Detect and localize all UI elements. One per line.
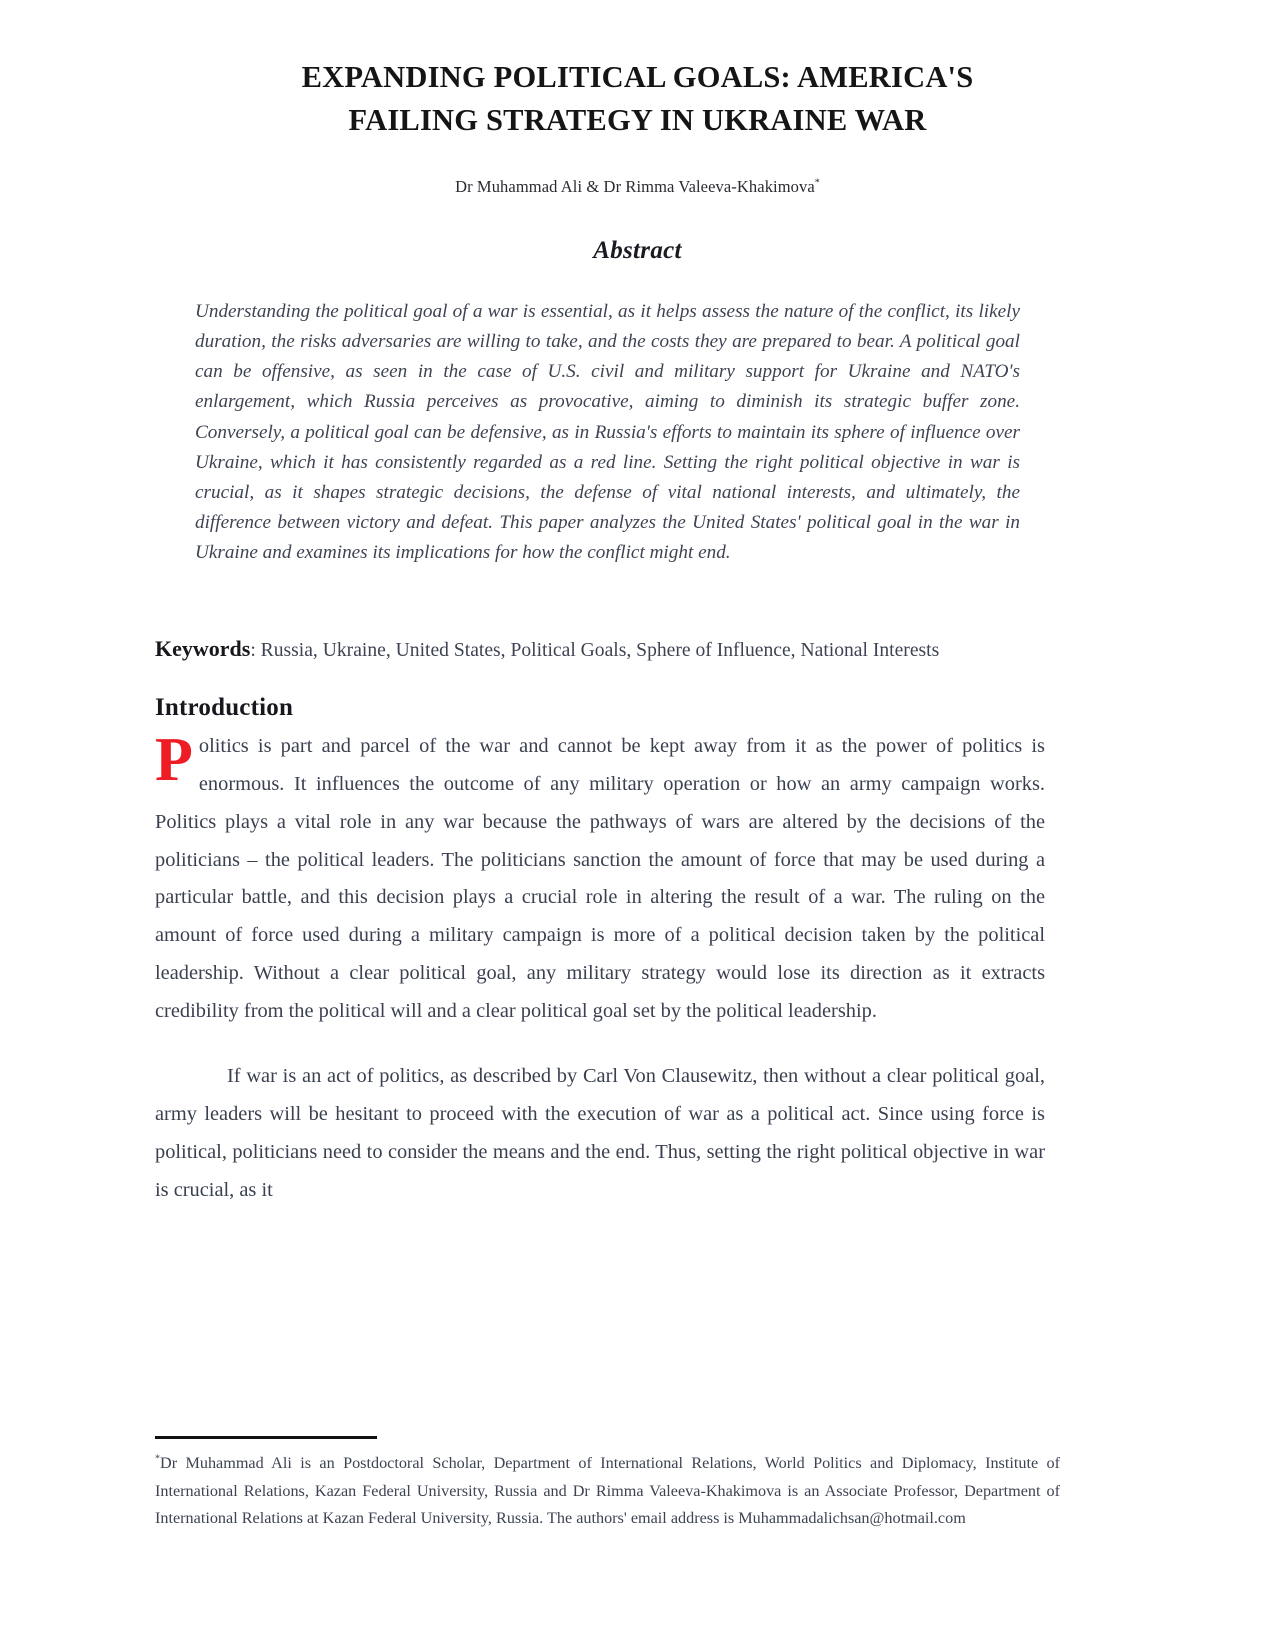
section-heading-introduction: Introduction bbox=[155, 694, 294, 722]
title-line-1: EXPANDING POLITICAL GOALS: AMERICA'S bbox=[301, 60, 974, 94]
footnote-zone bbox=[155, 1436, 1060, 1532]
intro-paragraph-1: Politics is part and parcel of the war and cannot be kept away from it as the power of politics is enormous. It influences the outcome of any military operation or how an army campaign works. Politics plays a vital role in any war because the pathways of wars are altered by the decisions of the politicians – the political leaders. The politicians sanction the amount of force that may be used during a particular battle, and this decision plays a crucial role in altering the result of a war. The ruling on the amount of force used during a military campaign is more of a political decision taken by the political leadership. Without a clear political goal, any military strategy would lose its direction as it extracts credibility from the political will and a clear political goal set by the political leadership. bbox=[155, 726, 1045, 1022]
author-footnote-marker: * bbox=[814, 177, 820, 189]
body-column bbox=[155, 728, 1045, 1209]
abstract-heading: Abstract bbox=[593, 236, 682, 264]
keywords-separator: : bbox=[250, 639, 261, 661]
intro-paragraph-2: If war is an act of politics, as described by Carl Von Clausewitz, then without a clear political goal, army leaders will be hesitant to proceed with the execution of war as a political act. Since using force is political, politicians need to consider the means and the end. Thus, setting the right political objective in war is crucial, as it bbox=[155, 1065, 1045, 1201]
author-line bbox=[0, 177, 1275, 197]
footnote-separator-rule bbox=[155, 1436, 377, 1439]
page-title bbox=[150, 56, 1125, 143]
abstract-text: Understanding the political goal of a war is essential, as it helps assess the nature of the conflict, its likely duration, the risks adversaries are willing to take, and the costs they are prepared to bear. A political goal can be offensive, as seen in the case of U.S. civil and military support for Ukraine and NATO's enlargement, which Russia perceives as provocative, aiming to diminish its strategic buffer zone. Conversely, a political goal can be defensive, as in Russia's efforts to maintain its sphere of influence over Ukraine, which it has consistently regarded as a red line. Setting the right political objective in war is crucial, as it shapes strategic decisions, the defense of vital national interests, and ultimately, the difference between victory and defeat. This paper analyzes the United States' political goal in the war in Ukraine and examines its implications for how the conflict might end. bbox=[195, 300, 1020, 564]
keywords-line bbox=[155, 631, 1045, 667]
footnote-body: Dr Muhammad Ali is an Postdoctoral Scholar, Department of International Relations, World Politics and Diplomacy, Institute of International Relations, Kazan Federal University, Russia and Dr Rimma Valeeva-Khakimova is an Associate Professor, Department of International Relations at Kazan Federal University, Russia. The authors' email address is Muhammadalichsan@hotmail.com bbox=[155, 1454, 1060, 1527]
title-line-2: FAILING STRATEGY IN UKRAINE WAR bbox=[348, 103, 927, 138]
footnote-text bbox=[155, 1450, 1060, 1532]
keywords-list: Russia, Ukraine, United States, Political Goals, Sphere of Influence, National Interests bbox=[260, 639, 940, 661]
author-names: Dr Muhammad Ali & Dr Rimma Valeeva-Khakimova bbox=[455, 176, 815, 196]
footnote-marker: * bbox=[155, 1453, 160, 1465]
title-block bbox=[0, 0, 1275, 197]
keywords-label: Keywords bbox=[155, 635, 251, 661]
